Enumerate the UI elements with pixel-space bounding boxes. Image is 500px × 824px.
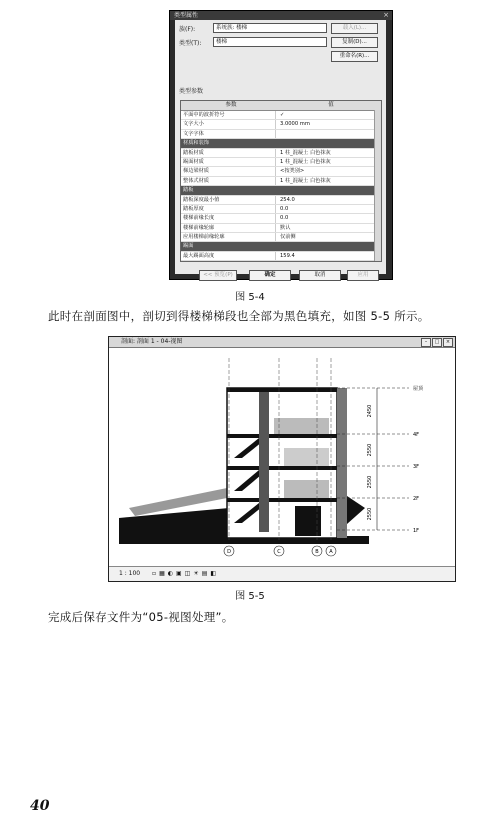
param-name: 文字大小 [181, 120, 276, 128]
dimension-label: 2550 [367, 475, 373, 489]
param-name: 踏板材质 [181, 149, 276, 157]
room-fill-1 [284, 480, 329, 498]
view-title: 剖面: 剖面 1 - 04-视图 [121, 338, 183, 345]
param-value[interactable] [276, 130, 381, 138]
param-name: 踏板深度最小值 [181, 196, 276, 204]
col-value-header: 值 [328, 102, 334, 108]
dialog-body [175, 20, 386, 278]
param-row[interactable] [181, 177, 381, 186]
level-label: 2F [413, 496, 420, 502]
dimension-label: 2550 [367, 507, 373, 521]
cancel-button[interactable]: 取消 [299, 270, 341, 281]
level-label: 1F [413, 528, 420, 534]
param-row[interactable] [181, 167, 381, 176]
apply-button[interactable]: 应用 [347, 270, 379, 281]
param-name: 踏板 [183, 187, 194, 194]
section-drawing [109, 348, 455, 566]
grid-header [181, 101, 381, 111]
param-value[interactable]: 1 柱_混凝土 白色抹灰 [280, 149, 331, 156]
roof-slab [227, 388, 337, 392]
right-wall [337, 388, 347, 538]
load-button[interactable]: 载入(L)... [331, 23, 378, 34]
dimension-label: 2450 [367, 404, 373, 418]
param-value[interactable]: <按类别> [280, 168, 305, 175]
paragraph-1: 此时在剖面图中，剖切到得楼梯梯段也全部为黑色填充，如图 5-5 所示。 [48, 309, 430, 323]
param-row[interactable] [181, 214, 381, 223]
level-label: 3F [413, 464, 420, 470]
ok-button[interactable]: 确定 [249, 270, 291, 281]
param-value[interactable]: 0.0 [280, 205, 289, 212]
param-row[interactable] [181, 120, 381, 129]
param-name: 踏板厚度 [181, 205, 276, 213]
param-name: 平面中的波折符号 [181, 111, 276, 119]
param-name: 应用楼梯前缘轮廓 [181, 233, 276, 241]
duplicate-button[interactable]: 复制(D)... [331, 37, 378, 48]
family-label: 族(F): [179, 26, 196, 33]
param-row[interactable] [181, 252, 381, 261]
section-view-window [108, 336, 456, 582]
preview-button[interactable]: << 预览(P) [199, 270, 237, 281]
param-name: 文字字体 [181, 130, 276, 138]
param-name: 楼梯前缘轮廓 [181, 224, 276, 232]
room-fill-2 [284, 448, 329, 466]
dimension-label: 2550 [367, 443, 373, 457]
grid-axis-label: D [227, 549, 231, 555]
room-fill-3 [274, 418, 329, 434]
param-value[interactable]: 254.0 [280, 196, 295, 203]
rename-button[interactable]: 重命名(R)... [331, 51, 378, 62]
param-value[interactable]: 0.0 [280, 215, 289, 222]
grid-rows [181, 111, 381, 261]
param-value[interactable]: 1 柱_混凝土 白色抹灰 [280, 177, 331, 184]
minimize-icon[interactable]: – [421, 338, 431, 347]
floor-slab-2 [227, 466, 337, 470]
figure-caption-5-5: 图 5-5 [235, 591, 265, 602]
grid-axis-label: A [329, 549, 333, 555]
param-value[interactable]: 仅前侧 [280, 234, 296, 241]
param-value[interactable]: 159.4 [280, 252, 295, 259]
param-group-row[interactable] [181, 139, 381, 148]
close-icon[interactable]: × [383, 11, 389, 19]
param-row[interactable] [181, 224, 381, 233]
param-name: 材质和装饰 [183, 140, 209, 147]
figure-caption-5-4: 图 5-4 [235, 292, 265, 303]
page-number: 40 [30, 798, 50, 814]
floor-slab-1 [227, 498, 337, 502]
param-group-row[interactable] [181, 242, 381, 251]
view-title-bar [109, 337, 455, 348]
param-name: 整体式材质 [181, 177, 276, 185]
type-params-label: 类型参数 [179, 88, 204, 95]
view-control-icons[interactable]: ▫▦◐▣◫☀▤◧ [152, 570, 220, 577]
close-icon[interactable]: × [443, 338, 453, 347]
param-row[interactable] [181, 149, 381, 158]
dialog-title-bar [170, 11, 392, 20]
param-row[interactable] [181, 205, 381, 214]
type-select[interactable]: 楼梯 [213, 37, 327, 47]
view-control-bar [109, 566, 455, 581]
level-label: 屋顶 [413, 386, 424, 392]
param-name: 踢面材质 [181, 158, 276, 166]
param-row[interactable] [181, 158, 381, 167]
param-group-row[interactable] [181, 186, 381, 195]
level-label: 4F [413, 432, 420, 438]
grid-axis-label: B [315, 549, 319, 555]
param-value[interactable]: ✓ [280, 112, 285, 118]
grid-scrollbar[interactable] [374, 110, 381, 261]
param-row[interactable] [181, 111, 381, 120]
param-name: 踢面 [183, 243, 194, 250]
scale-label[interactable]: 1 : 100 [119, 570, 141, 577]
param-row[interactable] [181, 130, 381, 139]
floor-slab-3 [227, 434, 337, 438]
family-select[interactable]: 系统族: 楼梯 [213, 23, 327, 33]
paragraph-2: 完成后保存文件为“05-视图处理”。 [48, 610, 234, 624]
param-value [275, 139, 381, 147]
param-name: 楼梯前缘长度 [181, 214, 276, 222]
param-value [275, 242, 381, 250]
param-row[interactable] [181, 233, 381, 242]
param-name: 最大踢面高度 [181, 252, 276, 260]
param-value[interactable]: 1 柱_混凝土 白色抹灰 [280, 158, 331, 165]
maximize-icon[interactable]: □ [432, 338, 442, 347]
col-param-header: 参数 [225, 102, 237, 108]
param-value[interactable]: 3.0000 mm [280, 121, 310, 128]
param-name: 梯边梁材质 [181, 167, 276, 175]
param-value [275, 186, 381, 194]
dialog-title: 类型属性 [174, 12, 199, 19]
grid-axis-label: C [277, 549, 281, 555]
stair-core [259, 392, 269, 532]
entrance-canopy [347, 496, 365, 524]
param-row[interactable] [181, 196, 381, 205]
type-params-grid [180, 100, 382, 262]
type-label: 类型(T): [179, 40, 202, 47]
type-properties-dialog [169, 10, 393, 280]
param-value[interactable]: 默认 [280, 224, 291, 231]
